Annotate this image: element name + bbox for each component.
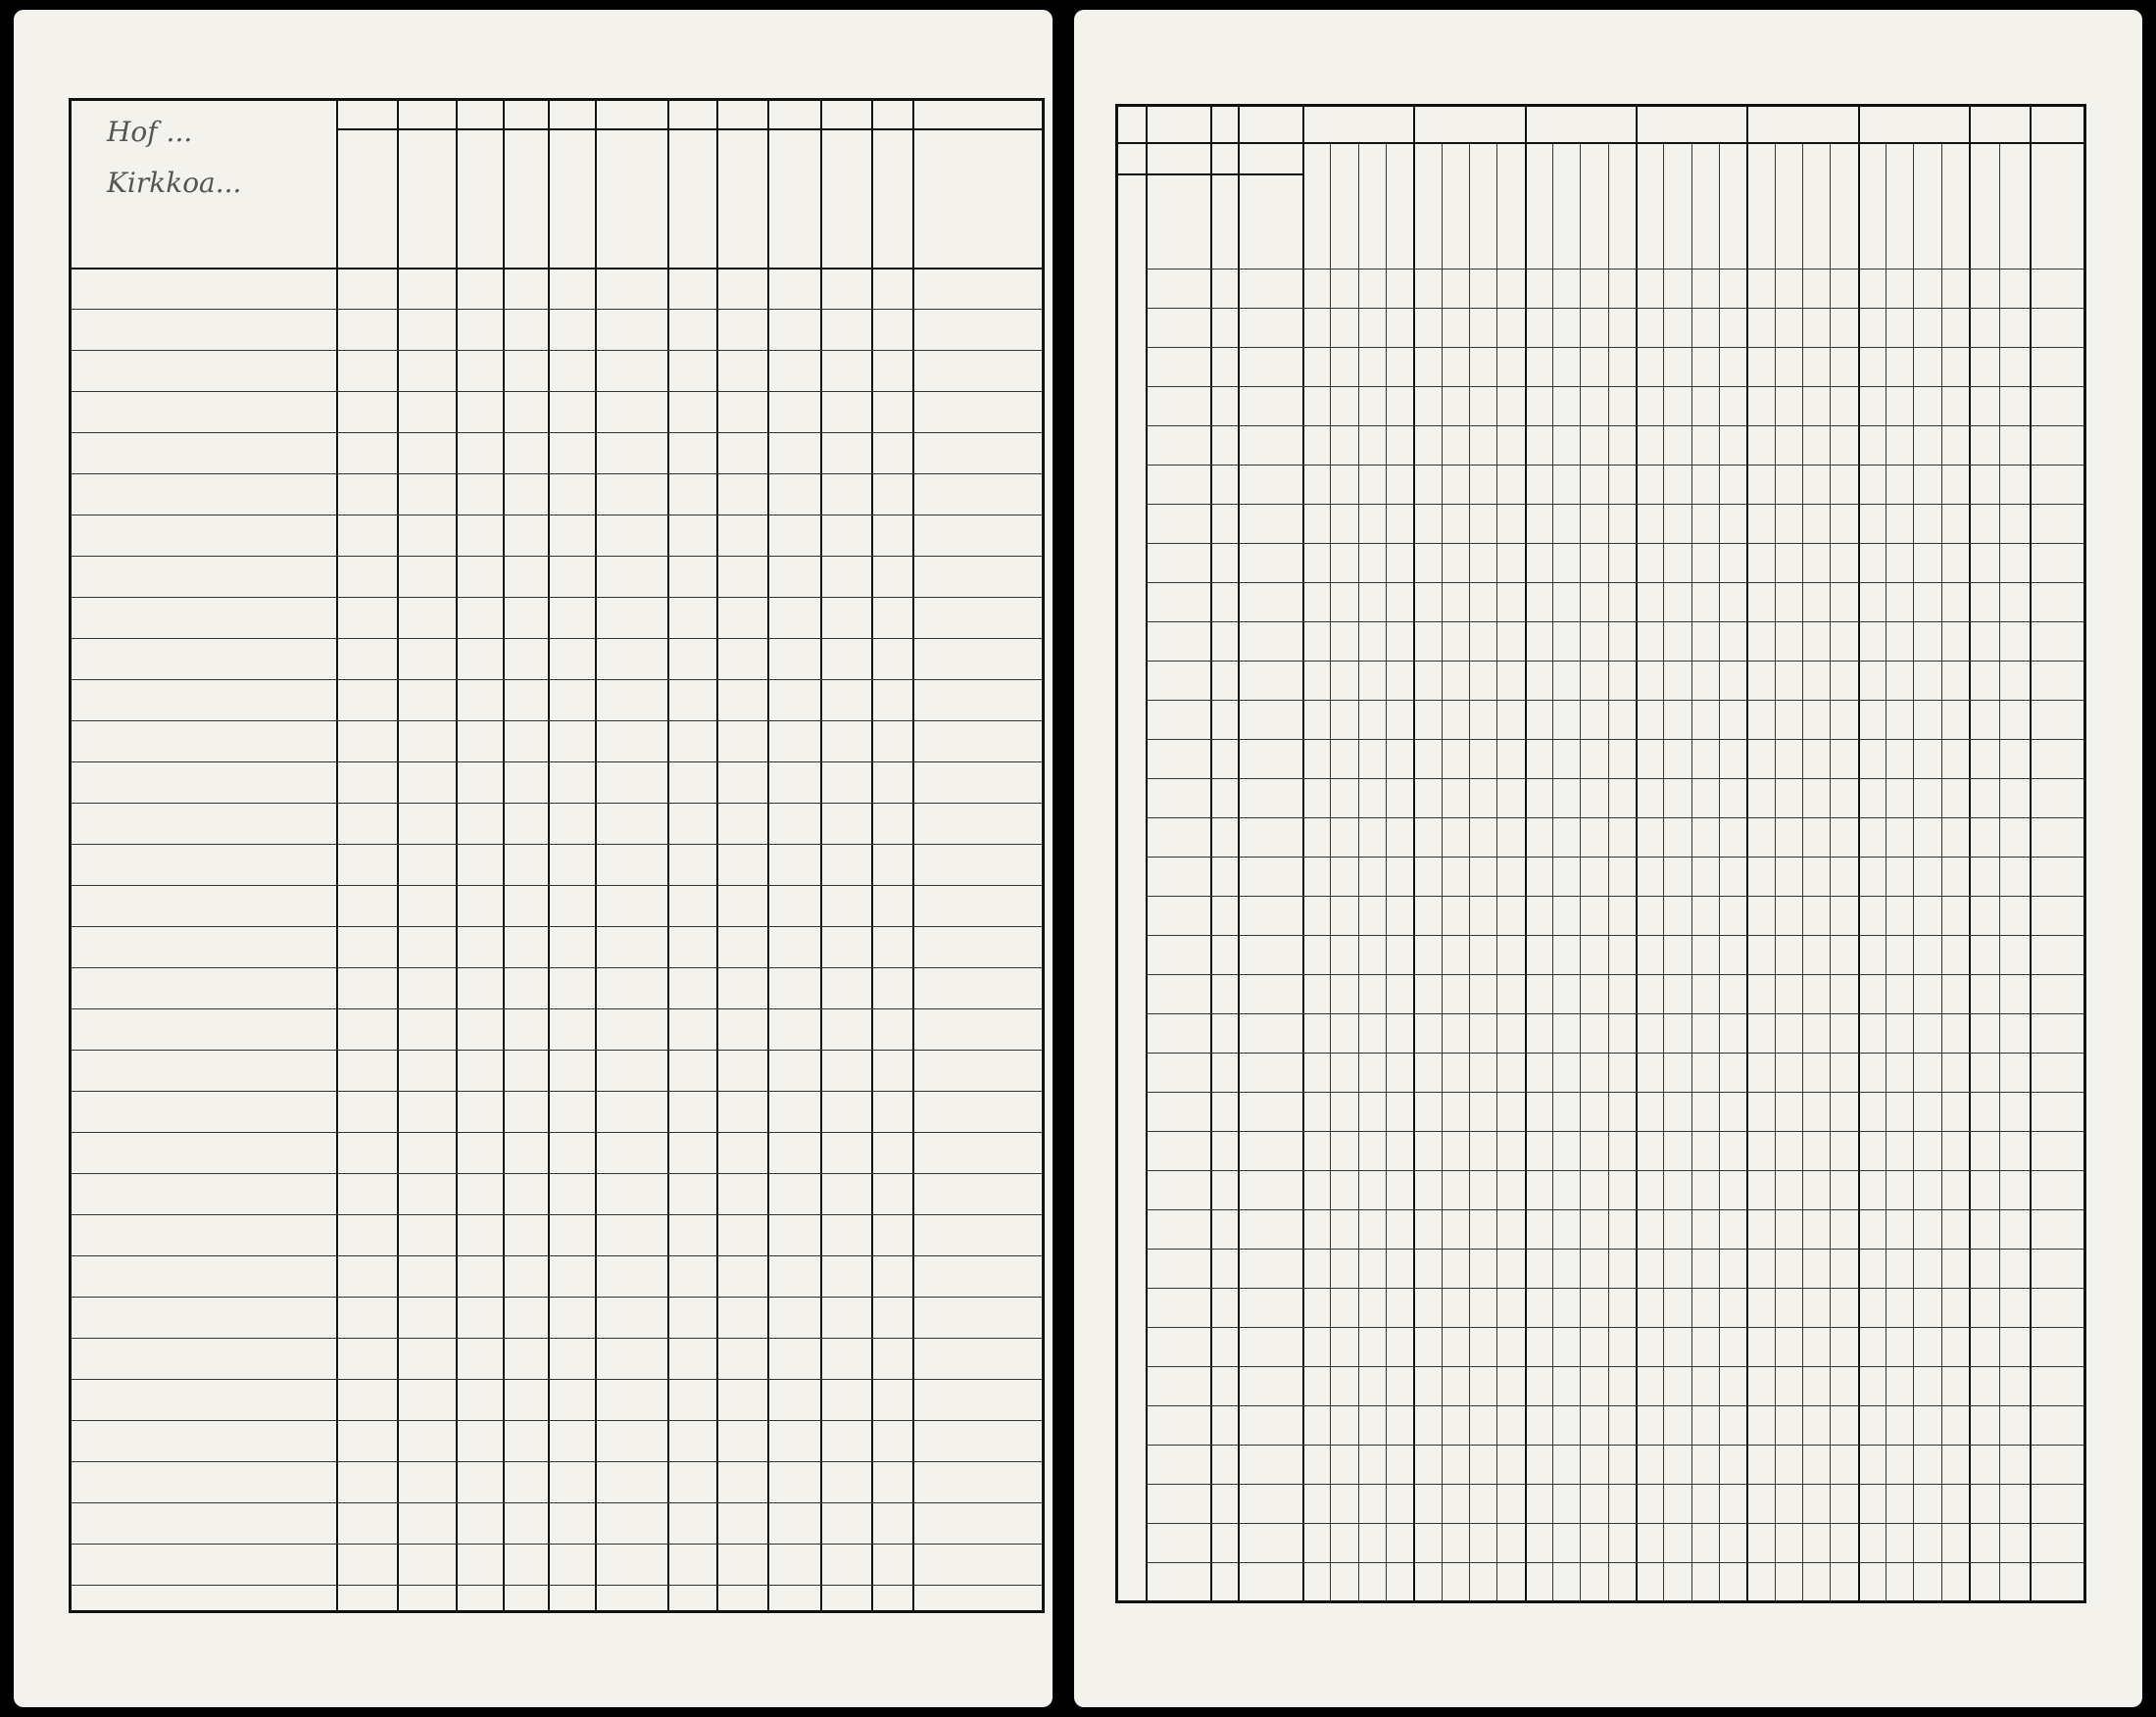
right-row-line <box>1146 1249 2083 1250</box>
left-row-line <box>72 926 1042 927</box>
right-year-subcolumn-divider <box>1580 142 1581 1600</box>
left-row-line <box>72 844 1042 845</box>
right-row-line <box>1146 1013 2083 1014</box>
right-row-line <box>1146 1092 2083 1093</box>
right-subheader-divider <box>1118 173 1302 175</box>
right-row-line <box>1146 1131 2083 1132</box>
left-row-line <box>72 350 1042 351</box>
left-register-grid <box>69 98 1045 1613</box>
left-row-line <box>72 597 1042 598</box>
left-row-line <box>72 761 1042 762</box>
right-column-divider <box>1413 107 1415 1600</box>
right-column-divider <box>1969 107 1971 1600</box>
left-row-line <box>72 1050 1042 1051</box>
left-row-line <box>72 1585 1042 1586</box>
left-name-column-divider <box>336 101 338 1610</box>
right-year-subcolumn-divider <box>1941 142 1942 1600</box>
left-row-line <box>72 638 1042 639</box>
right-row-line <box>1146 1562 2083 1563</box>
right-row-line <box>1146 974 2083 975</box>
left-row-line <box>72 391 1042 392</box>
right-column-divider <box>1146 107 1148 1600</box>
right-row-line <box>1146 504 2083 505</box>
left-row-line <box>72 1338 1042 1339</box>
right-year-subcolumn-divider <box>1358 142 1359 1600</box>
left-row-line <box>72 885 1042 886</box>
left-column-divider <box>595 101 597 1610</box>
left-column-divider <box>397 101 399 1610</box>
left-row-line <box>72 1091 1042 1092</box>
right-row-line <box>1146 935 2083 936</box>
left-row-line <box>72 432 1042 433</box>
right-row-line <box>1146 1288 2083 1289</box>
right-column-divider <box>1858 107 1860 1600</box>
right-column-divider <box>1238 107 1240 1600</box>
right-year-subcolumn-divider <box>1608 142 1609 1600</box>
right-row-line <box>1146 700 2083 701</box>
right-header-divider <box>1118 142 2083 144</box>
right-year-subcolumn-divider <box>1663 142 1664 1600</box>
left-row-line <box>72 967 1042 968</box>
right-row-line <box>1146 739 2083 740</box>
left-row-line <box>72 1420 1042 1421</box>
right-row-line <box>1146 1053 2083 1054</box>
right-acces-subcolumn-divider <box>1999 142 2000 1600</box>
right-row-line <box>1146 1445 2083 1446</box>
left-row-line <box>72 1008 1042 1009</box>
right-row-line <box>1146 1405 2083 1406</box>
left-row-line <box>72 1173 1042 1174</box>
left-column-divider <box>767 101 769 1610</box>
left-row-line <box>72 1502 1042 1503</box>
left-column-divider <box>503 101 505 1610</box>
right-row-line <box>1146 817 2083 818</box>
right-row-line <box>1146 582 2083 583</box>
left-row-line <box>72 1255 1042 1256</box>
left-row-line <box>72 679 1042 680</box>
right-row-line <box>1146 1523 2083 1524</box>
right-column-divider <box>1636 107 1638 1600</box>
right-row-line <box>1146 621 2083 622</box>
right-year-subcolumn-divider <box>1802 142 1803 1600</box>
right-row-line <box>1146 857 2083 858</box>
right-year-subcolumn-divider <box>1913 142 1914 1600</box>
right-page <box>1074 10 2142 1707</box>
right-row-line <box>1146 896 2083 897</box>
right-year-subcolumn-divider <box>1469 142 1470 1600</box>
left-row-line <box>72 720 1042 721</box>
right-row-line <box>1146 308 2083 309</box>
left-row-line <box>72 1214 1042 1215</box>
left-row-line <box>72 1544 1042 1545</box>
right-row-line <box>1146 386 2083 387</box>
right-year-subcolumn-divider <box>1442 142 1443 1600</box>
right-year-subcolumn-divider <box>1386 142 1387 1600</box>
right-row-line <box>1146 543 2083 544</box>
right-row-line <box>1146 1484 2083 1485</box>
left-column-divider <box>820 101 822 1610</box>
right-row-line <box>1146 1170 2083 1171</box>
right-row-line <box>1146 269 2083 270</box>
right-year-subcolumn-divider <box>1775 142 1776 1600</box>
right-column-divider <box>1302 107 1304 1600</box>
right-year-subcolumn-divider <box>1496 142 1497 1600</box>
right-year-subcolumn-divider <box>1830 142 1831 1600</box>
left-title-line-2: Kirkkoa... <box>107 167 242 199</box>
right-year-subcolumn-divider <box>1691 142 1692 1600</box>
left-row-line <box>72 309 1042 310</box>
left-column-divider <box>548 101 550 1610</box>
right-column-divider <box>1525 107 1527 1600</box>
left-row-line <box>72 1379 1042 1380</box>
right-year-subcolumn-divider <box>1330 142 1331 1600</box>
left-row-line <box>72 803 1042 804</box>
right-row-line <box>1146 425 2083 426</box>
right-year-subcolumn-divider <box>1552 142 1553 1600</box>
left-row-line <box>72 1461 1042 1462</box>
left-title-line-1: Hof ... <box>107 116 193 148</box>
right-row-line <box>1146 661 2083 662</box>
left-column-divider <box>667 101 669 1610</box>
right-row-line <box>1146 347 2083 348</box>
right-column-divider <box>2030 107 2032 1600</box>
left-subheader-divider <box>72 268 1042 270</box>
left-header-divider <box>336 128 1042 130</box>
left-column-divider <box>912 101 914 1610</box>
right-column-divider <box>1210 107 1212 1600</box>
left-row-line <box>72 1132 1042 1133</box>
left-column-divider <box>456 101 458 1610</box>
right-year-subcolumn-divider <box>1719 142 1720 1600</box>
right-row-line <box>1146 1209 2083 1210</box>
right-column-divider <box>1746 107 1748 1600</box>
left-row-line <box>72 556 1042 557</box>
right-row-line <box>1146 1327 2083 1328</box>
right-row-line <box>1146 1366 2083 1367</box>
left-page <box>14 10 1053 1707</box>
right-row-line <box>1146 778 2083 779</box>
left-column-divider <box>716 101 718 1610</box>
right-row-line <box>1146 465 2083 466</box>
left-column-divider <box>871 101 873 1610</box>
right-register-grid <box>1115 104 2086 1603</box>
left-row-line <box>72 473 1042 474</box>
left-row-line <box>72 1297 1042 1298</box>
